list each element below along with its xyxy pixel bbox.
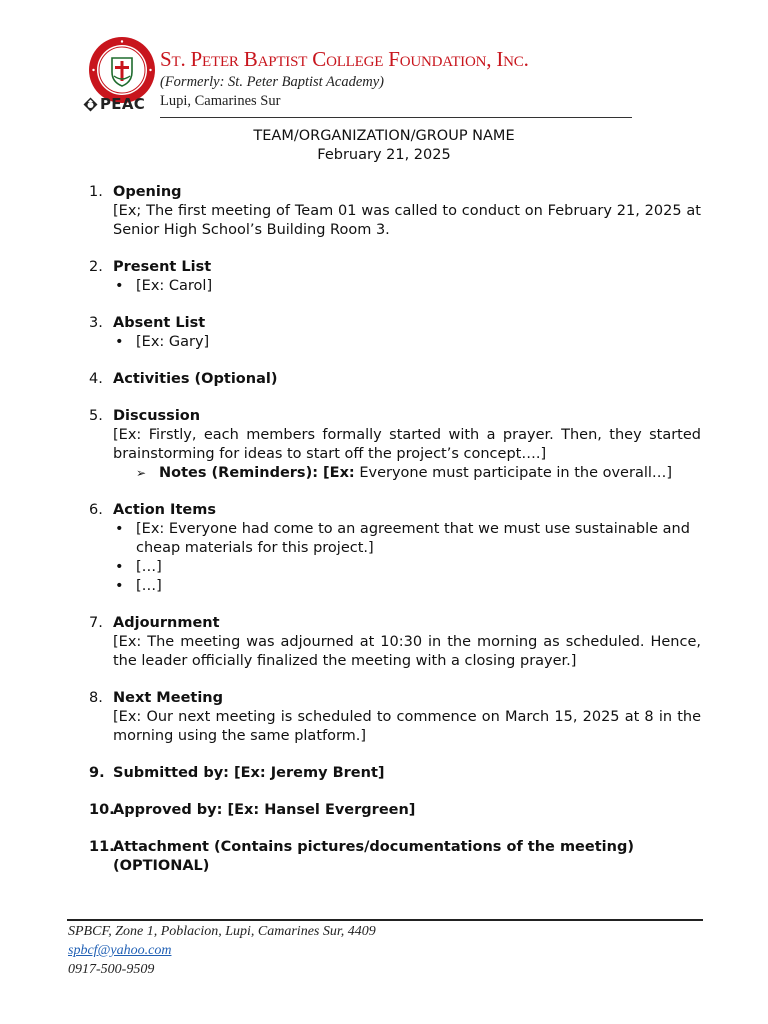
meeting-date: February 21, 2025 [317, 147, 451, 163]
footer-divider [67, 919, 703, 921]
item-number: 4. [89, 371, 103, 387]
agenda-item-approved-by [89, 801, 701, 820]
footer-address: SPBCF, Zone 1, Poblacion, Lupi, Camarines Sur, 4409 [68, 924, 376, 939]
college-location: Lupi, Camarines Sur [160, 93, 281, 109]
agenda-item-adjournment [89, 614, 701, 671]
item-title: Attachment (Contains pictures/documentations of the meeting) (OPTIONAL) [113, 839, 634, 874]
item-text: [Ex: Our next meeting is scheduled to commence on March 15, 2025 at 8 in the morning using the same platform.] [113, 709, 701, 744]
item-title: Approved by: [Ex: Hansel Evergreen] [113, 802, 416, 818]
item-number: 3. [89, 315, 103, 331]
college-seal-logo [88, 36, 156, 104]
item-number: 1. [89, 184, 103, 200]
notes-reminder [113, 464, 701, 483]
item-title: Action Items [113, 502, 216, 518]
list-item [113, 333, 701, 352]
agenda-item-action-items [89, 501, 701, 596]
item-text: [Ex: The meeting was adjourned at 10:30 in the morning as scheduled. Hence, the leader officially finalized the meeting with a closing prayer.] [113, 634, 701, 669]
agenda-item-opening [89, 183, 701, 240]
item-title: Discussion [113, 408, 201, 424]
agenda-item-next-meeting [89, 689, 701, 746]
bullet-text: [Ex: Gary] [136, 334, 210, 350]
item-number: 7. [89, 615, 103, 631]
footer-phone: 0917-500-9509 [68, 962, 155, 977]
agenda-item-absent-list [89, 314, 701, 352]
item-number: 5. [89, 408, 103, 424]
footer-email-link[interactable]: spbcf@yahoo.com [68, 943, 172, 958]
item-number: 11. [89, 839, 115, 855]
item-number: 6. [89, 502, 103, 518]
former-name: (Formerly: St. Peter Baptist Academy) [160, 74, 385, 90]
list-item [113, 577, 701, 596]
peac-label: PEAC [100, 95, 146, 113]
item-title: Absent List [113, 315, 206, 331]
item-number: 9. [89, 765, 105, 781]
item-title: Present List [113, 259, 212, 275]
bullet-icon: • [115, 521, 124, 537]
item-text: [Ex; The first meeting of Team 01 was called to conduct on February 21, 2025 at Senior High School’s Building Room 3. [113, 203, 701, 238]
agenda-list [89, 183, 701, 894]
bullet-text: […] [136, 578, 162, 594]
peac-badge [83, 95, 145, 113]
item-number: 8. [89, 690, 103, 706]
bullet-icon: • [115, 559, 124, 575]
item-title: Submitted by: [Ex: Jeremy Brent] [113, 765, 385, 781]
peac-icon [83, 97, 98, 112]
bullet-text: [Ex: Everyone had come to an agreement that we must use sustainable and cheap materials for this project.] [136, 521, 690, 556]
footer [68, 922, 376, 979]
list-item [113, 520, 701, 558]
agenda-item-submitted-by [89, 764, 701, 783]
agenda-item-discussion [89, 407, 701, 483]
arrow-bullet-icon: ➢ [136, 466, 147, 480]
item-text: [Ex: Firstly, each members formally started with a prayer. Then, they started brainstorming for ideas to start off the project’s concept….] [113, 427, 701, 462]
bullet-icon: • [115, 578, 124, 594]
item-title: Next Meeting [113, 690, 224, 706]
notes-label: Notes (Reminders): [Ex: [159, 465, 355, 481]
list-item [113, 277, 701, 296]
item-number: 2. [89, 259, 103, 275]
agenda-item-present-list [89, 258, 701, 296]
item-number: 10. [89, 802, 115, 818]
bullet-icon: • [115, 278, 124, 294]
agenda-item-attachment [89, 838, 701, 876]
bullet-icon: • [115, 334, 124, 350]
college-name: St. Peter Baptist College Foundation, Inc. [160, 47, 529, 71]
item-title: Adjournment [113, 615, 220, 631]
bullet-text: […] [136, 559, 162, 575]
header-divider [160, 117, 632, 118]
notes-text: Everyone must participate in the overall…] [354, 465, 673, 481]
item-title: Opening [113, 184, 182, 200]
agenda-item-activities [89, 370, 701, 389]
item-title: Activities (Optional) [113, 371, 278, 387]
organization-name: TEAM/ORGANIZATION/GROUP NAME [253, 128, 515, 144]
list-item [113, 558, 701, 577]
bullet-text: [Ex: Carol] [136, 278, 213, 294]
